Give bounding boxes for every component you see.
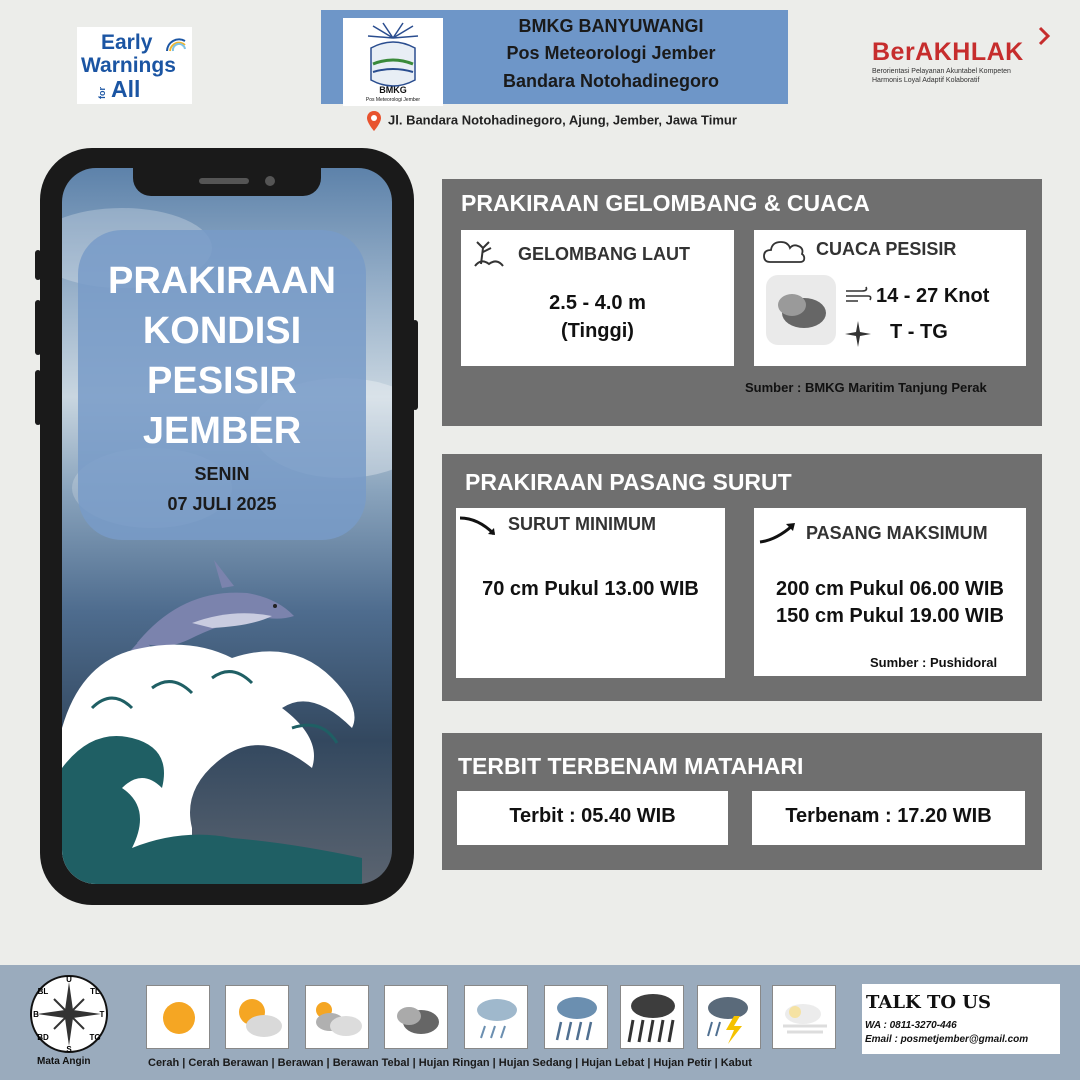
waves-icon bbox=[165, 37, 187, 53]
svg-text:U: U bbox=[66, 975, 72, 984]
forecast-title-line: KONDISI bbox=[142, 310, 302, 352]
wind-speed: 14 - 27 Knot bbox=[876, 285, 990, 307]
low-tide-title: SURUT MINIMUM bbox=[508, 514, 656, 534]
forecast-title-line: PESISIR bbox=[147, 360, 297, 402]
svg-text:S: S bbox=[66, 1045, 72, 1054]
panel-title: TERBIT TERBENAM MATAHARI bbox=[458, 753, 804, 779]
svg-text:Pos Meteorologi Jember: Pos Meteorologi Jember bbox=[365, 97, 421, 103]
high-tide-value-2: 150 cm Pukul 19.00 WIB bbox=[776, 605, 1004, 627]
forecast-day: SENIN bbox=[194, 464, 250, 484]
header-title-line-2: Pos Meteorologi Jember bbox=[506, 43, 716, 63]
trend-down-icon bbox=[458, 514, 498, 538]
panel-title: PRAKIRAAN PASANG SURUT bbox=[465, 469, 792, 495]
wind-direction: T - TG bbox=[890, 321, 948, 343]
forecast-title-line: PRAKIRAAN bbox=[108, 260, 336, 302]
berakhlak-logo: BerAKHLAK Berorientasi Pelayanan Akuntabel Kompeten Harmonis Loyal Adaptif Kolaboratif bbox=[872, 38, 1062, 88]
overcast-icon bbox=[766, 275, 836, 345]
fog-icon bbox=[772, 985, 836, 1049]
svg-text:BL: BL bbox=[37, 987, 49, 996]
svg-text:BD: BD bbox=[37, 1033, 49, 1042]
phone-button bbox=[35, 300, 41, 355]
contact-box bbox=[862, 984, 1060, 1054]
phone-button bbox=[35, 370, 41, 425]
wave-height: 2.5 - 4.0 m bbox=[549, 292, 646, 314]
high-tide-value-1: 200 cm Pukul 06.00 WIB bbox=[776, 578, 1004, 600]
high-tide-title: PASANG MAKSIMUM bbox=[806, 523, 988, 543]
sunrise-card bbox=[457, 791, 728, 845]
location-pin-icon bbox=[366, 110, 382, 132]
compass-rose-icon bbox=[844, 320, 872, 348]
coastal-weather-title: CUACA PESISIR bbox=[816, 239, 957, 259]
sunset-card bbox=[752, 791, 1025, 845]
cloud-icon bbox=[762, 236, 806, 266]
panel-title: PRAKIRAAN GELOMBANG & CUACA bbox=[461, 190, 870, 216]
svg-text:TL: TL bbox=[90, 987, 100, 996]
tide-source: Sumber : Pushidoral bbox=[870, 655, 998, 670]
forecast-title-bubble bbox=[78, 230, 366, 540]
wave-tree-icon bbox=[471, 238, 507, 270]
header-title-line-3: Bandara Notohadinegoro bbox=[502, 71, 719, 91]
sun-panel bbox=[442, 733, 1042, 870]
chevron-right-icon bbox=[1037, 26, 1051, 46]
heavy-rain-icon bbox=[620, 985, 684, 1049]
bmkg-logo bbox=[343, 18, 443, 106]
cloudy-icon bbox=[305, 985, 369, 1049]
light-rain-icon bbox=[464, 985, 528, 1049]
header-title-line-1: BMKG BANYUWANGI bbox=[518, 16, 704, 36]
wave-category: (Tinggi) bbox=[561, 320, 634, 342]
weather-legend: Cerah | Cerah Berawan | Berawan | Berawan Tebal | Hujan Ringan | Hujan Sedang | Hujan Lebat | Hujan Petir | Kabut bbox=[148, 1057, 752, 1069]
moderate-rain-icon bbox=[544, 985, 608, 1049]
low-tide-card bbox=[456, 508, 725, 678]
sunset-time: Terbenam : 17.20 WIB bbox=[785, 805, 992, 827]
low-tide-value: 70 cm Pukul 13.00 WIB bbox=[482, 578, 699, 600]
svg-text:BMKG: BMKG bbox=[379, 85, 407, 95]
weather-source: Sumber : BMKG Maritim Tanjung Perak bbox=[745, 380, 987, 395]
svg-text:TG: TG bbox=[89, 1033, 101, 1042]
header-title-box bbox=[321, 10, 788, 104]
contact-whatsapp[interactable]: WA : 0811-3270-446 bbox=[865, 1020, 957, 1031]
wave-weather-panel bbox=[442, 179, 1042, 426]
wave-card bbox=[461, 230, 734, 366]
partly-cloudy-icon bbox=[225, 985, 289, 1049]
sunrise-time: Terbit : 05.40 WIB bbox=[509, 805, 676, 827]
trend-up-icon bbox=[758, 520, 798, 544]
contact-email[interactable]: Email : posmetjember@gmail.com bbox=[865, 1034, 1029, 1045]
forecast-date: 07 JULI 2025 bbox=[167, 494, 277, 514]
forecast-title-line: JEMBER bbox=[142, 410, 302, 452]
thunderstorm-icon bbox=[697, 985, 761, 1049]
phone-button bbox=[35, 250, 41, 280]
compass-rose bbox=[24, 972, 114, 1062]
early-warnings-logo: Early Warnings for All bbox=[77, 27, 192, 104]
compass-label: Mata Angin bbox=[37, 1056, 91, 1067]
dolphin-icon bbox=[124, 560, 294, 658]
wind-icon bbox=[844, 285, 872, 305]
svg-text:B: B bbox=[33, 1010, 39, 1019]
coastal-weather-card bbox=[754, 230, 1026, 366]
address: Jl. Bandara Notohadinegoro, Ajung, Jember, Jawa Timur bbox=[366, 110, 737, 132]
high-tide-card bbox=[754, 508, 1026, 676]
phone-button bbox=[412, 320, 418, 410]
overcast-icon bbox=[384, 985, 448, 1049]
svg-text:T: T bbox=[99, 1010, 105, 1019]
wave-title: GELOMBANG LAUT bbox=[518, 244, 690, 264]
phone-notch bbox=[133, 168, 321, 196]
contact-title: TALK TO US bbox=[866, 992, 991, 1013]
sunny-icon bbox=[146, 985, 210, 1049]
tide-panel bbox=[442, 454, 1042, 701]
